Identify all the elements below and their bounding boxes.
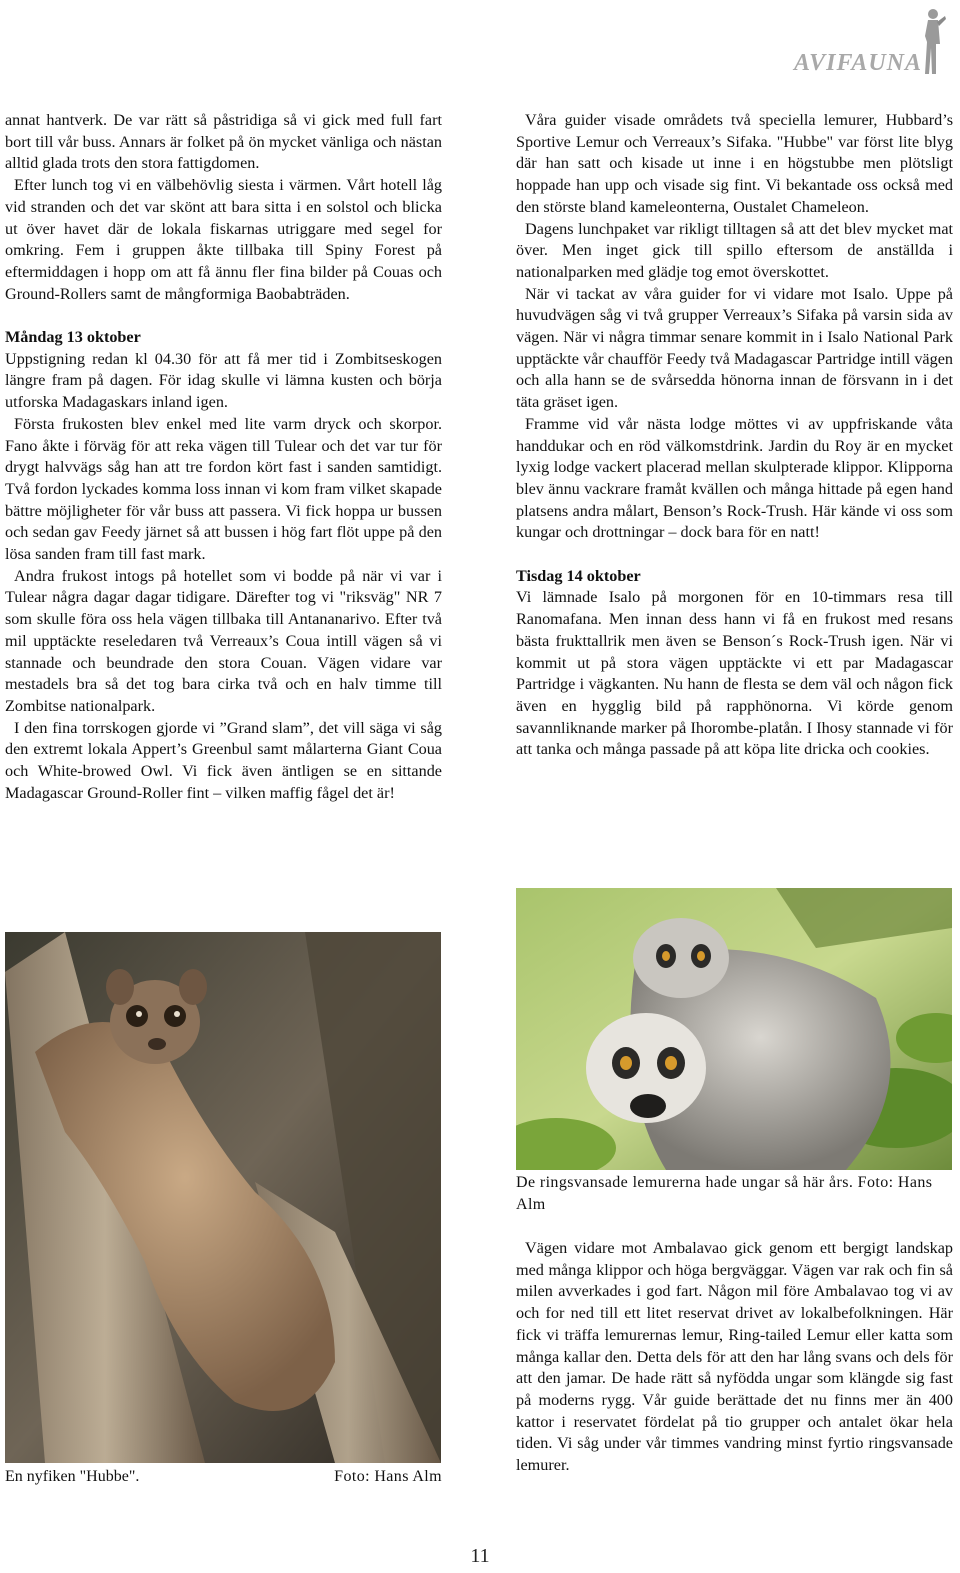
section-heading: Måndag 13 oktober	[5, 328, 141, 347]
paragraph: Vi lämnade Isalo på morgonen för en 10-timmars resa till Ranomafana. Men innan dess hann vi få en frukost med resans bästa frukttallrik men även se Benson´s Rock-Trush igen. När vi kommit ut på stora vägen upptäckte vi ett par Madagascar Partridge i vägkanten. Nu hann de flesta se dem väl och någon fick även en hygglig bild på rapphönorna. Vi körde genom savannliknande marker på Ihorombe-platån. I Ihosy stannade vi för att tanka och många passade på att köpa lite dricka och cookies.	[516, 588, 953, 759]
paragraph: Vägen vidare mot Ambalavao gick genom ett bergigt landskap med många klippor och höga bergväggar. Vägen var rak och fin så milen avverkades i god fart. Någon mil före Ambalavao tog vi av och for ned till ett litet reservat drivet av lokalbefolkningen. Här fick vi träffa lemurernas lemur, Ring-tailed Lemur eller katta som många kallar den. Detta dels för att den har lång svans och dels för att den jamar. De hade rätt så nyfödda ungar som klängde sig fast på moderns rygg. Vår guide berättade det nu finns mer än 400 kattor i reservatet fördelat på tio grupper och antalet ökar hela tiden. Vi såg under vår timmes vandring minst fyrtio ringsvansade lemurer.	[516, 1239, 953, 1475]
right-bottom-text	[516, 1238, 953, 1477]
logo-text: AVIFAUNA	[793, 50, 922, 76]
birdwatcher-figure-icon	[916, 6, 948, 76]
paragraph: Dagens lunchpaket var rikligt tilltagen så att det blev mycket mat över. Men inget gick till spillo eftersom de anställda i nationalparken med glädje tog emot överskottet.	[516, 219, 953, 281]
avifauna-logo	[762, 6, 952, 76]
ring-tailed-lemur-photo	[516, 888, 952, 1170]
photo-caption-left	[5, 1466, 442, 1488]
sportive-lemur-photo	[5, 932, 441, 1463]
paragraph: annat hantverk. De var rätt så påstridiga så vi gick med full fart bort till vår buss. Annars är folket på ön mycket vänliga och nästan alltid glada trots den stora fattigdomen.	[5, 111, 442, 173]
paragraph: När vi tackat av våra guider for vi vidare mot Isalo. Uppe på huvudvägen såg vi två grupper Verreaux’s Sifaka på varsin sida av vägen. När vi några timmar senare kommit in i Isalo National Park upptäckte vår chaufför Feedy två Madagascar Partridge intill vägen och alla hann se de svårsedda hönorna innan de försvann in i det täta gräset igen.	[516, 284, 953, 412]
right-text-column	[516, 110, 953, 761]
paragraph: Efter lunch tog vi en välbehövlig siesta i värmen. Vårt hotell låg vid stranden och det var skönt att bara sitta i en solstol och blicka ut över havet där de lokala fiskarnas utriggare med segel for omkring. Fem i gruppen åkte tillbaka till Spiny Forest på eftermiddagen i hopp om att få ännu fler fina bilder på Couas och Ground-Rollers samt de mångformiga Baobabträden.	[5, 176, 442, 303]
caption-text: En nyfiken "Hubbe".	[5, 1468, 140, 1485]
photo-caption-right: De ringsvansade lemurerna hade ungar så här års. Foto: Hans Alm	[516, 1174, 933, 1213]
paragraph: Första frukosten blev enkel med lite varm dryck och skorpor. Fano åkte i förväg för att reka vägen till Tulear och det var tur för drygt halvvägs såg han att tre fordon kört fast i sanden samtidigt. Två fordon lyckades komma loss innan vi kom fram vilket skapade bättre möjligheter för vår buss att passera. Vi fick hoppa ur bussen och sedan gav Feedy järnet så att bussen i hög fart flöt uppe på den lösa sanden fram till fast mark.	[5, 414, 442, 564]
section-heading: Tisdag 14 oktober	[516, 566, 641, 585]
paragraph: Framme vid vår nästa lodge möttes vi av uppfriskande våta handdukar och en röd välkomstdrink. Jardin du Roy är en mycket lyxig lodge vackert placerad mellan skulpterade klippor. Klipporna blev ännu vackrare framåt kvällen och många hittade på egen hand platsens andra målart, Benson’s Rock-Trush. Här kände vi oss som kungar och drottningar – dock bara för en natt!	[516, 414, 953, 542]
paragraph: Andra frukost intogs på hotellet som vi bodde på när vi var i Tulear några dagar dagar tidigare. Därefter tog vi "riksväg" NR 7 som skulle föra oss hela vägen tillbaka till Antananarivo. Efter två mil upptäckte reseledaren två Verreaux’s Coua intill vägen så vi stannade och beundrade den stora Couan. Vägen vidare var mestadels bra så det tog bara cirka två och en halv timme till Zombitse nationalpark.	[5, 566, 442, 715]
paragraph: Uppstigning redan kl 04.30 för att få mer tid i Zombitseskogen längre fram på dagen. För idag skulle vi lämna kusten och börja utforska Madagaskars inland igen.	[5, 349, 442, 412]
paragraph: I den fina torrskogen gjorde vi ”Grand slam”, det vill säga vi såg den extremt lokala Appert’s Greenbul samt målarterna Giant Coua och White-browed Owl. Vi fick även äntligen se en sittande Madagascar Ground-Roller fint – vilken maffig fågel det är!	[5, 718, 442, 802]
left-text-column	[5, 110, 442, 804]
page-number: 11	[470, 1545, 490, 1567]
photo-credit: Foto: Hans Alm	[334, 1468, 442, 1485]
paragraph: Våra guider visade områdets två speciella lemurer, Hubbard’s Sportive Lemur och Verreaux’s Sifaka. "Hubbe" var först lite blyg där han satt och kisade ut inne i en högstubbe men plötsligt hoppade han upp och visade sig fint. Vi bekantade oss också med den störste bland kameleonterna, Oustalet Chameleon.	[516, 111, 953, 216]
